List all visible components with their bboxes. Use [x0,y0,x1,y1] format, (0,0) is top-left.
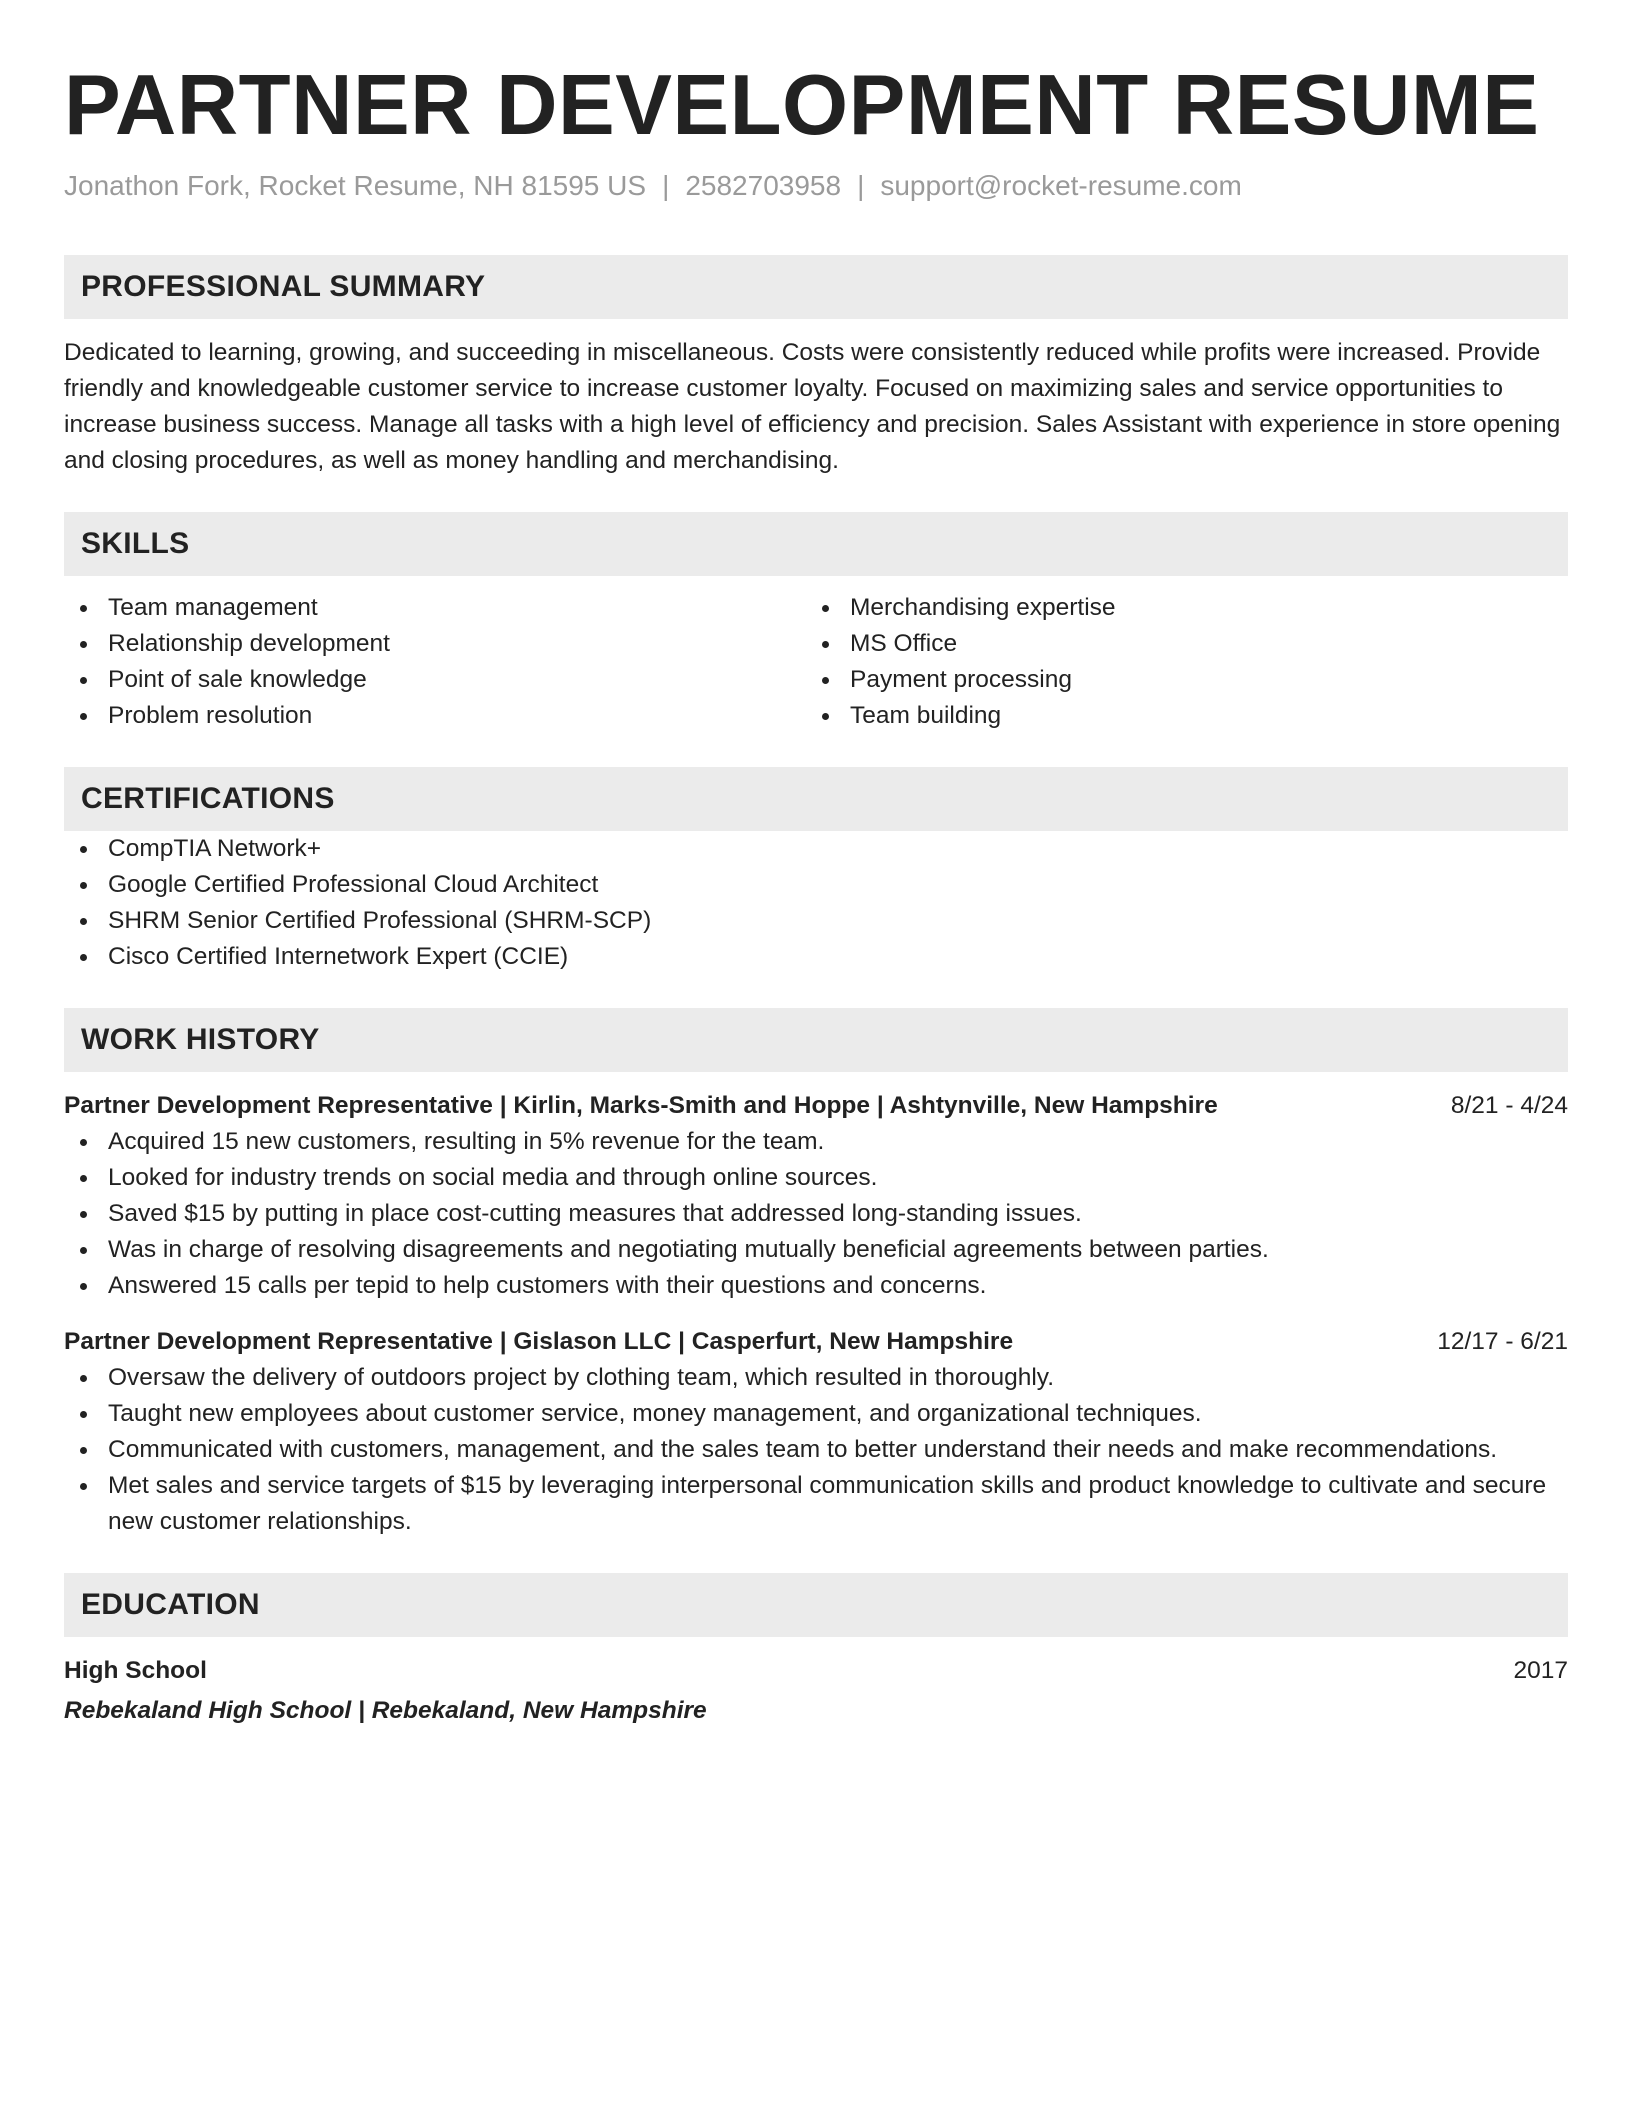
education-row [64,1653,1568,1689]
certifications-heading: CERTIFICATIONS [64,767,1568,831]
summary-text: Dedicated to learning, growing, and succeeding in miscellaneous. Costs were consistently reduced while profits were increased. Provide friendly and knowledgeable customer service to increase customer loyalty. Focused on maximizing sales and service opportunities to increase business success. Manage all tasks with a high level of efficiency and precision. Sales Assistant with experience in store opening and closing procedures, as well as money handling and merchandising. [64,339,1561,474]
job-dates: 12/17 - 6/21 [1437,1328,1568,1355]
job-bullet: Was in charge of resolving disagreements and negotiating mutually beneficial agreements between parties. [64,1232,1568,1268]
skills-grid [64,590,1568,734]
education-year: 2017 [1513,1657,1568,1684]
skills-heading: SKILLS [64,512,1568,576]
contact-separator: | [857,170,865,201]
job-bullet: Saved $15 by putting in place cost-cutting measures that addressed long-standing issues. [64,1196,1568,1232]
summary-heading: PROFESSIONAL SUMMARY [64,255,1568,319]
certification-item: SHRM Senior Certified Professional (SHRM-SCP) [64,903,1568,939]
skill-item: Payment processing [806,662,1548,698]
skill-item: Team building [806,698,1548,734]
skill-item: Merchandising expertise [806,590,1548,626]
job-bullet: Met sales and service targets of $15 by leveraging interpersonal communication skills and product knowledge to cultivate and secure new customer relationships. [64,1468,1568,1540]
job-bullets [64,1360,1568,1540]
resume-title: PARTNER DEVELOPMENT RESUME [64,58,1540,153]
skill-item: Point of sale knowledge [64,662,806,698]
job-header [64,1088,1568,1124]
certification-item: CompTIA Network+ [64,831,1568,867]
skills-left-list [64,590,806,734]
contact-address: Jonathon Fork, Rocket Resume, NH 81595 US [64,170,647,201]
job-bullet: Communicated with customers, management, and the sales team to better understand their needs and make recommendations. [64,1432,1568,1468]
education-degree: High School [64,1657,207,1684]
job-bullet: Answered 15 calls per tepid to help customers with their questions and concerns. [64,1268,1568,1304]
education-school: Rebekaland High School | Rebekaland, New Hampshire [64,1697,707,1724]
job-dates: 8/21 - 4/24 [1450,1092,1568,1119]
certification-item: Cisco Certified Internetwork Expert (CCIE) [64,939,1568,975]
job-header [64,1324,1568,1360]
skill-item: Problem resolution [64,698,806,734]
skills-right-list [806,590,1548,734]
certifications-list [64,831,1568,975]
work-history-heading: WORK HISTORY [64,1008,1568,1072]
job-bullet: Looked for industry trends on social media and through online sources. [64,1160,1568,1196]
job-bullet: Taught new employees about customer service, money management, and organizational techniques. [64,1396,1568,1432]
job-bullets [64,1124,1568,1304]
skill-item: MS Office [806,626,1548,662]
contact-line [64,168,1568,204]
job-bullet: Acquired 15 new customers, resulting in 5% revenue for the team. [64,1124,1568,1160]
contact-separator: | [662,170,670,201]
education-heading: EDUCATION [64,1573,1568,1637]
skill-item: Relationship development [64,626,806,662]
skill-item: Team management [64,590,806,626]
job-bullet: Oversaw the delivery of outdoors project by clothing team, which resulted in thoroughly. [64,1360,1568,1396]
job-title: Partner Development Representative | Kirlin, Marks-Smith and Hoppe | Ashtynville, New Hampshire [64,1092,1218,1119]
contact-email[interactable]: support@rocket-resume.com [880,170,1242,201]
contact-phone: 2582703958 [685,170,842,201]
job-title: Partner Development Representative | Gislason LLC | Casperfurt, New Hampshire [64,1328,1014,1355]
certification-item: Google Certified Professional Cloud Architect [64,867,1568,903]
